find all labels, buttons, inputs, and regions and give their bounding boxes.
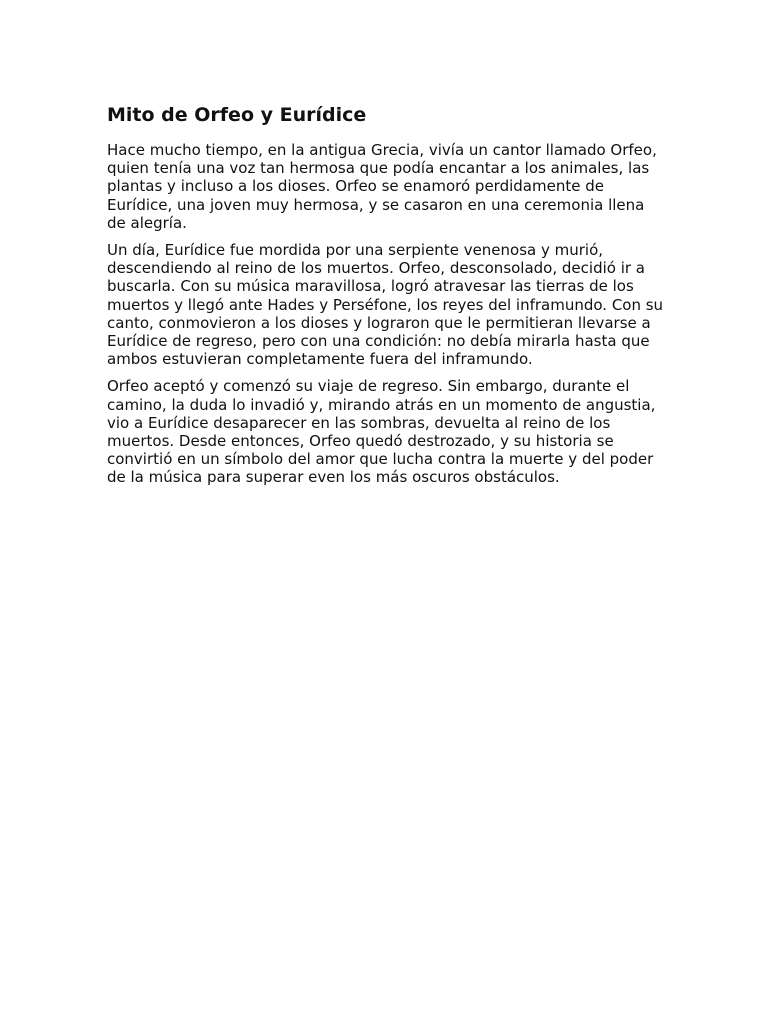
document-page	[107, 103, 667, 496]
paragraph-3: Orfeo aceptó y comenzó su viaje de regreso. Sin embargo, durante el camino, la duda lo invadió y, mirando atrás en un momento de angustia, vio a Eurídice desaparecer en las sombras, devuelta al reino de los muertos. Desde entonces, Orfeo quedó destrozado, y su historia se convirtió en un símbolo del amor que lucha contra la muerte y del poder de la música para superar even los más oscuros obstáculos.	[107, 377, 656, 487]
paragraph-1: Hace mucho tiempo, en la antigua Grecia, vivía un cantor llamado Orfeo, quien tenía una voz tan hermosa que podía encantar a los animales, las plantas y incluso a los dioses. Orfeo se enamoró perdidamente de Eurídice, una joven muy hermosa, y se casaron en una ceremonia llena de alegría.	[107, 141, 657, 232]
document-title: Mito de Orfeo y Eurídice	[107, 104, 367, 126]
paragraph-2: Un día, Eurídice fue mordida por una serpiente venenosa y murió, descendiendo al reino de los muertos. Orfeo, desconsolado, decidió ir a buscarla. Con su música maravillosa, logró atravesar las tierras de los muertos y llegó ante Hades y Perséfone, los reyes del inframundo. Con su canto, conmovieron a los dioses y lograron que le permitieran llevarse a Eurídice de regreso, pero con una condición: no debía mirarla hasta que ambos estuvieran completamente fuera del inframundo.	[107, 241, 664, 369]
